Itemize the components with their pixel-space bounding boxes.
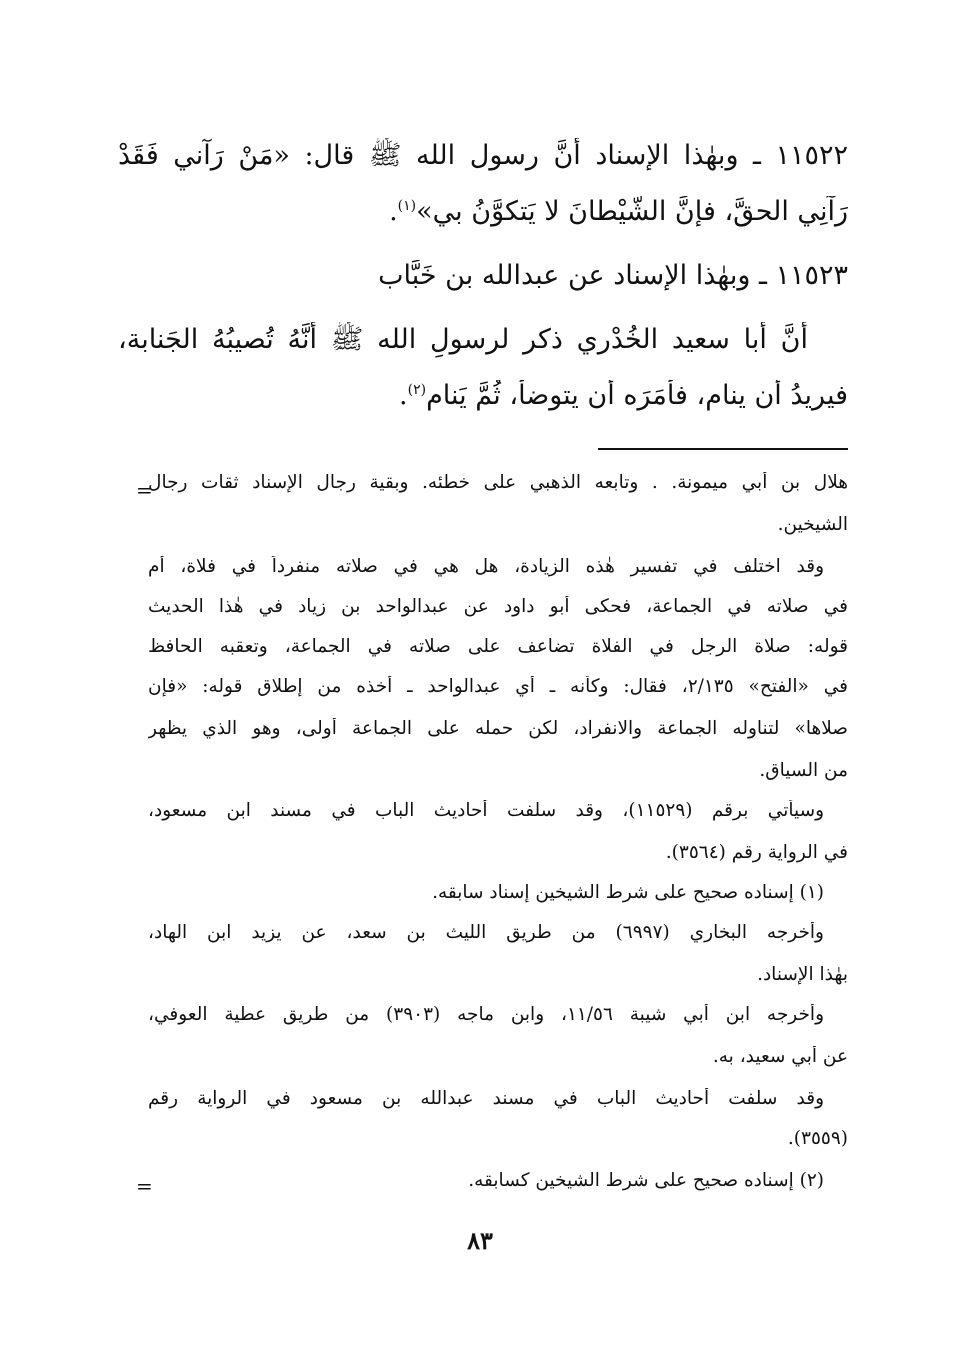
hadith-11523-line-1: أنَّ أبا سعيد الخُدْري ذكر لرسولِ الله ﷺ أنَّهُ تُصيبُهُ الجَنابة، [118, 324, 808, 355]
footnote-line: الشيخين. [777, 514, 848, 535]
hadith-11523-line-2: فيريدُ أن ينام، فأَمَرَه أن يتوضأ، ثُمَّ يَنام$^{(٢)}$. [399, 380, 848, 411]
footnote-line: في «الفتح» ٢/١٣٥، فقال: وكأنه ـ أي عبدالواحد ـ أخذه من إطلاق قوله: «فإن [148, 676, 848, 697]
footnote-line: وقد سلفت أحاديث الباب في مسند عبدالله بن مسعود في الرواية رقم [148, 1088, 824, 1109]
footnote-2: (٢) إسناده صحيح على شرط الشيخين كسابقه. [468, 1170, 824, 1191]
footnote-ref-1: (١) [397, 198, 417, 214]
hadith-11522-line-2: رَآنِي الحقَّ، فإنَّ الشَّيْطانَ لا يَتكوَّنُ بي»$^{(١)}$. [389, 196, 848, 227]
footnote-line: (٣٥٥٩). [787, 1128, 848, 1149]
continuation-mark-top: = [136, 478, 153, 502]
footnote-ref-2: (٢) [407, 382, 427, 398]
footnote-line: قوله: صلاة الرجل في الفلاة تضاعف على صلاته في الجماعة، وتعقبه الحافظ [148, 636, 848, 657]
hadith-11523-heading: ١١٥٢٣ ـ وبهٰذا الإسناد عن عبدالله بن خَبَّاب [378, 260, 848, 291]
footnote-line: وأخرجه البخاري (٦٩٩٧) من طريق الليث بن سعد، عن يزيد ابن الهاد، [148, 922, 824, 943]
footnote-line: بهٰذا الإسناد. [757, 964, 848, 985]
footnote-line: وقد اختلف في تفسير هٰذه الزيادة، هل هي في صلاته منفرداً في فلاة، أم [148, 556, 824, 577]
footnote-line: من السياق. [759, 760, 848, 781]
footnote-line: في الرواية رقم (٣٥٦٤). [665, 842, 848, 863]
hadith-11522-line-1: ١١٥٢٢ ـ وبهٰذا الإسناد أنَّ رسول الله ﷺ قال: «مَنْ رَآني فَقَدْ [118, 140, 848, 171]
footnote-line: صلاها» لتناوله الجماعة والانفراد، لكن حمله على الجماعة أولى، وهو الذي يظهر [148, 718, 848, 739]
footnote-line: وأخرجه ابن أبي شيبة ١١/٥٦، وابن ماجه (٣٩٠٣) من طريق عطية العوفي، [148, 1004, 824, 1025]
footnote-line: في صلاته في الجماعة، فحكى أبو داود عن عبدالواحد بن زياد في هٰذا الحديث [148, 596, 848, 617]
footnote-line: عن أبي سعيد، به. [712, 1046, 848, 1067]
footnote-line: هلال بن أبي ميمونة. . وتابعه الذهبي على خطئه. وبقية رجال الإسناد ثقات رجال [148, 472, 848, 493]
footnote-1: (١) إسناده صحيح على شرط الشيخين إسناد سابقه. [432, 882, 824, 903]
page-number: ٨٣ [467, 1226, 493, 1255]
footnote-line: وسيأتي برقم (١١٥٢٩)، وقد سلفت أحاديث الباب في مسند ابن مسعود، [148, 800, 824, 821]
footnote-separator [598, 448, 848, 450]
continuation-mark-bottom: = [136, 1174, 153, 1198]
